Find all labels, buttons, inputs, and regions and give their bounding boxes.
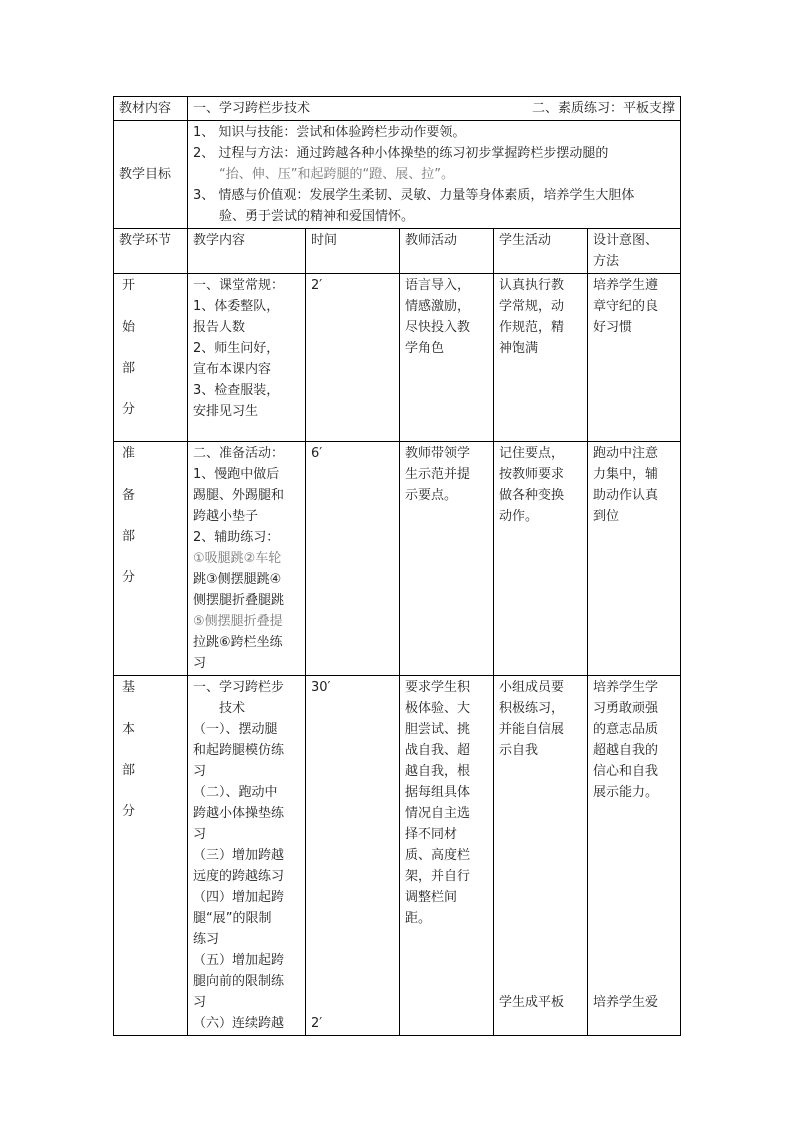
stage-cell [114, 274, 188, 442]
content-line: （三）增加跨越 [193, 848, 285, 863]
content-line: 跨越小体操垫练 [193, 806, 285, 821]
time-cell: 6′ [306, 442, 400, 676]
table-row [114, 442, 681, 676]
student-line: 并能自信展 [499, 722, 565, 737]
student-line: 作规范，精 [499, 320, 565, 335]
content-cell [188, 676, 306, 1036]
teacher-line: 情感激励， [405, 299, 471, 314]
intent-line: 展示能力。 [593, 785, 659, 800]
content-line: 跨越小垫子 [193, 509, 259, 524]
intent-line: 培养学生遵 [593, 278, 659, 293]
col-intent-header [588, 229, 681, 274]
content-line: 二、准备活动： [193, 446, 285, 461]
time-cell: 2′ [306, 274, 400, 442]
col-time-header: 时间 [306, 229, 400, 274]
content-line: 3、检查服装， [193, 383, 280, 398]
content-line: 2、辅助练习： [193, 530, 280, 545]
teacher-line: 据每组具体 [405, 785, 471, 800]
student-line: 按教师要求 [499, 467, 565, 482]
content-line: 跳③侧摆腿跳④ [193, 572, 282, 587]
stage-char: 部 [122, 361, 136, 376]
teacher-line: 学角色 [405, 341, 445, 356]
student-line: 示自我 [499, 743, 539, 758]
content-line: （一）、摆动腿 [193, 722, 278, 737]
content-line: （四）增加起跨 [193, 890, 285, 905]
intent-line: 培养学生学 [593, 680, 659, 695]
stage-cell [114, 676, 188, 1036]
goal-line: 2、 过程与方法：通过跨越各种小体操垫的练习初步掌握跨栏步摆动腿的 [193, 146, 609, 161]
content-line: 安排见习生 [193, 404, 259, 419]
teacher-line: 教师带领学 [405, 446, 471, 461]
intent-line: 章守纪的良 [593, 299, 659, 314]
goals-row [114, 121, 681, 229]
intent-line: 培养学生爱 [593, 995, 659, 1010]
stage-char: 备 [122, 488, 136, 503]
intent-line: 的意志品质 [593, 722, 659, 737]
content-line: 侧摆腿折叠腿跳 [193, 593, 285, 608]
content-line: 1、慢跑中做后 [193, 467, 280, 482]
student-line: 小组成员要 [499, 680, 565, 695]
content-line: （二）、跑动中 [193, 785, 278, 800]
intent-cell [588, 676, 681, 1036]
intent-cell [588, 442, 681, 676]
column-header-row [114, 229, 681, 274]
content-line: 一、课堂常规： [193, 278, 285, 293]
col-content-header: 教学内容 [188, 229, 306, 274]
content-line: 2、师生问好， [193, 341, 280, 356]
content-line: 一、学习跨栏步 [193, 680, 285, 695]
teacher-line: 情况自主选 [405, 806, 471, 821]
material-content-left: 一、学习跨栏步技术 [193, 101, 311, 116]
content-cell [188, 442, 306, 676]
lesson-plan-table [113, 96, 681, 1036]
intent-line: 习勇敢顽强 [593, 701, 659, 716]
col-intent-header-line: 方法 [593, 254, 620, 269]
stage-char: 分 [122, 402, 136, 417]
teacher-line: 尽快投入教 [405, 320, 471, 335]
intent-line: 好习惯 [593, 320, 633, 335]
content-line: 踢腿、外踢腿和 [193, 488, 285, 503]
col-stage-header: 教学环节 [114, 229, 188, 274]
intent-line: 跑动中注意 [593, 446, 659, 461]
time-cell [306, 676, 400, 1036]
content-line: 腿向前的限制练 [193, 974, 285, 989]
time-spacer [311, 698, 394, 1013]
goal-line: “抬、伸、压”和起跨腿的“蹬、展、拉”。 [219, 167, 454, 182]
student-cell [494, 442, 588, 676]
stage-char: 分 [122, 570, 136, 585]
content-line: 习 [193, 764, 207, 779]
teacher-line: 越自我，根 [405, 764, 471, 779]
content-line: 宣布本课内容 [193, 362, 272, 377]
time-value: 2′ [311, 1016, 323, 1031]
content-line: 习 [193, 995, 207, 1010]
stage-char: 本 [122, 722, 136, 737]
student-line: 动作。 [499, 509, 539, 524]
teacher-line: 语言导入， [405, 278, 471, 293]
col-teacher-header: 教师活动 [400, 229, 494, 274]
material-label: 教材内容 [114, 97, 188, 121]
teacher-line: 择不同材 [405, 827, 458, 842]
goal-line: 3、 情感与价值观：发展学生柔韧、灵敏、力量等身体素质，培养学生大胆体 [193, 188, 635, 203]
stage-char: 始 [122, 320, 136, 335]
teacher-line: 调整栏间 [405, 890, 458, 905]
teacher-line: 示要点。 [405, 488, 458, 503]
student-line: 做各种变换 [499, 488, 565, 503]
time-value: 30′ [311, 680, 331, 695]
goal-line: 验、勇于尝试的精神和爱国情怀。 [219, 209, 415, 224]
content-line: 报告人数 [193, 320, 246, 335]
material-content [188, 97, 681, 121]
teacher-line: 战自我、超 [405, 743, 471, 758]
content-line: （六）连续跨越 [193, 1016, 285, 1031]
student-cell [494, 676, 588, 1036]
teacher-cell [400, 274, 494, 442]
student-line: 学生成平板 [499, 995, 565, 1010]
teacher-line: 架，并自行 [405, 869, 471, 884]
material-content-right: 二、素质练习：平板支撑 [532, 101, 676, 116]
content-line: 1、体委整队， [193, 299, 280, 314]
stage-char: 部 [122, 529, 136, 544]
goals-content [188, 121, 681, 229]
stage-char: 分 [122, 804, 136, 819]
goal-line: 1、 知识与技能：尝试和体验跨栏步动作要领。 [193, 125, 466, 140]
student-line: 积极练习， [499, 701, 565, 716]
stage-char: 开 [122, 278, 136, 293]
intent-line: 到位 [593, 509, 620, 524]
intent-line: 超越自我的 [593, 743, 659, 758]
table-row [114, 676, 681, 1036]
content-line: 拉跳⑥跨栏坐练 [193, 635, 283, 650]
student-line: 学常规，动 [499, 299, 565, 314]
teacher-line: 距。 [405, 911, 432, 926]
content-line: ⑤侧摆腿折叠提 [193, 614, 283, 629]
content-line: 习 [193, 656, 207, 671]
stage-char: 准 [122, 446, 136, 461]
content-line: ①吸腿跳②车轮 [193, 551, 282, 566]
goals-label: 教学目标 [114, 121, 188, 229]
teacher-cell [400, 442, 494, 676]
student-spacer [499, 761, 582, 992]
col-student-header: 学生活动 [494, 229, 588, 274]
content-line: 技术 [219, 701, 246, 716]
student-line: 神饱满 [499, 341, 539, 356]
table-row [114, 274, 681, 442]
content-cell [188, 274, 306, 442]
intent-spacer [593, 803, 675, 992]
student-line: 记住要点， [499, 446, 565, 461]
intent-line: 信心和自我 [593, 764, 659, 779]
teacher-line: 生示范并提 [405, 467, 471, 482]
content-line: 练习 [193, 932, 220, 947]
intent-line: 力集中，辅 [593, 467, 659, 482]
stage-char: 基 [122, 680, 136, 695]
intent-line: 助动作认真 [593, 488, 659, 503]
teacher-line: 质、高度栏 [405, 848, 471, 863]
content-line: （五）增加起跨 [193, 953, 285, 968]
student-cell [494, 274, 588, 442]
student-line: 认真执行教 [499, 278, 565, 293]
content-line: 习 [193, 827, 207, 842]
header-row [114, 97, 681, 121]
content-line: 和起跨腿模仿练 [193, 743, 285, 758]
content-line: 腿“展”的限制 [193, 911, 272, 926]
teacher-line: 胆尝试、挑 [405, 722, 471, 737]
stage-char: 部 [122, 763, 136, 778]
teacher-cell [400, 676, 494, 1036]
intent-cell [588, 274, 681, 442]
teacher-line: 极体验、大 [405, 701, 471, 716]
content-line: 远度的跨越练习 [193, 869, 285, 884]
col-intent-header-line: 设计意图、 [593, 233, 659, 248]
stage-cell [114, 442, 188, 676]
teacher-line: 要求学生积 [405, 680, 471, 695]
